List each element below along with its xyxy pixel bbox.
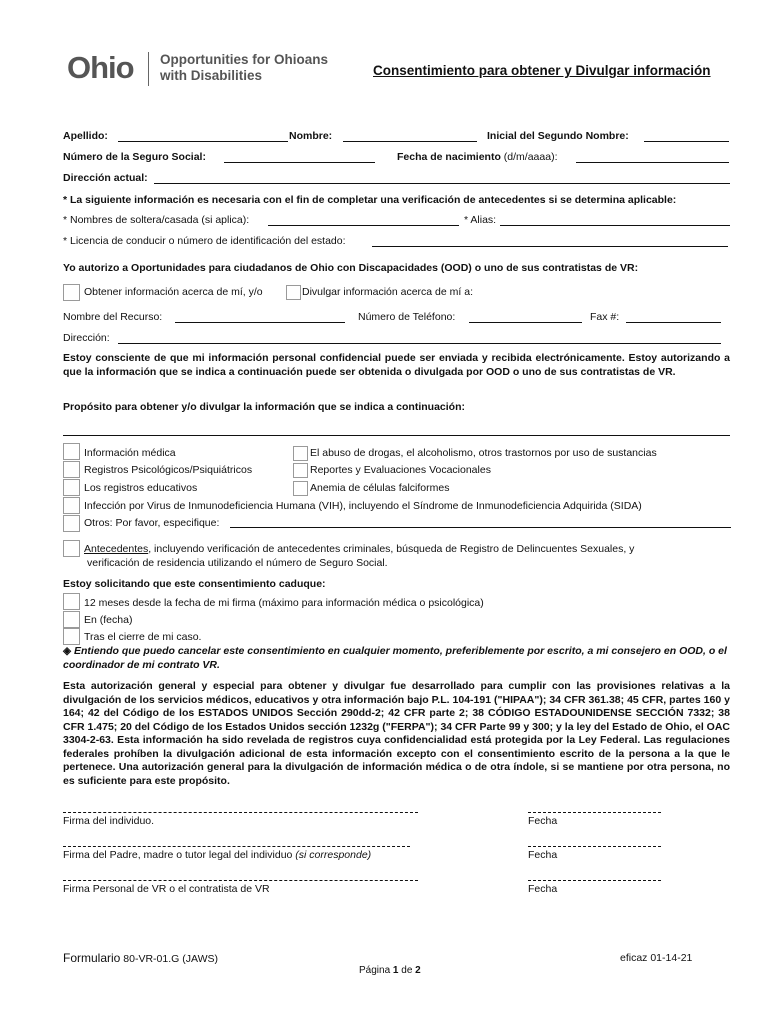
confidential-notice: Estoy consciente de que mi información personal confidencial puede ser enviada y recibida electrónicamente. Estoy autorizando a que la información que se indica a continuación puede ser obtenida o divulgada por OOD o uno de sus contratistas de VR. (63, 352, 730, 378)
label-inicial: Inicial del Segundo Nombre: (487, 130, 629, 142)
medica-label: Información médica (84, 447, 176, 459)
expire-12-meses-checkbox[interactable] (63, 593, 80, 610)
label-alias: * Alias: (464, 214, 497, 226)
label-recurso: Nombre del Recurso: (63, 311, 163, 323)
expire-heading: Estoy solicitando que este consentimiento caduque: (63, 578, 326, 590)
label-direccion-actual: Dirección actual: (63, 172, 148, 184)
medica-checkbox[interactable] (63, 443, 80, 460)
fecha-1-line[interactable] (528, 812, 661, 813)
fecha-1-label: Fecha (528, 815, 558, 827)
firma-tutor-label (63, 849, 371, 861)
antecedentes-checkbox[interactable] (63, 540, 80, 557)
expire-fecha-checkbox[interactable] (63, 611, 80, 628)
alias-field[interactable] (500, 225, 730, 226)
page-word: Página (359, 965, 391, 976)
fecha-3-line[interactable] (528, 880, 661, 881)
expire-12-meses-label: 12 meses desde la fecha de mi firma (máximo para información médica o psicológica) (84, 597, 484, 609)
apellido-field[interactable] (118, 141, 288, 142)
educ-checkbox[interactable] (63, 479, 80, 496)
cancel-note (63, 645, 730, 672)
label-telefono: Número de Teléfono: (358, 311, 456, 323)
antecedentes-rest: , incluyendo verificación de antecedentes criminales, búsqueda de Registro de Delincuentes Sexuales, y (148, 543, 635, 555)
diamond-bullet-icon: ◈ (63, 645, 72, 657)
page-number (359, 965, 421, 976)
firma-tutor-text: Firma del Padre, madre o tutor legal del individuo (63, 849, 293, 861)
vih-label: Infección por Virus de Inmunodeficiencia Humana (VIH), incluyendo el Síndrome de Inmunodeficiencia Adquirida (SIDA) (84, 500, 642, 512)
label-nombre: Nombre: (289, 130, 333, 142)
fecha-3-label: Fecha (528, 883, 558, 895)
page-total: 2 (415, 965, 421, 976)
psico-label: Registros Psicológicos/Psiquiátricos (84, 464, 253, 476)
page-of: de (401, 965, 413, 976)
background-check-note: * La siguiente información es necesaria con el fin de completar una verificación de antecedentes si se determina aplicable: (63, 194, 677, 206)
fecha-nacimiento-field[interactable] (576, 162, 729, 163)
nombres-soltera-field[interactable] (268, 225, 459, 226)
page-title: Consentimiento para obtener y Divulgar información (373, 63, 711, 78)
nombre-field[interactable] (343, 141, 477, 142)
purpose-label: Propósito para obtener y/o divulgar la información que se indica a continuación: (63, 401, 465, 413)
firma-individuo-line[interactable] (63, 812, 418, 813)
obtener-label: Obtener información acerca de mí, y/o (84, 286, 263, 298)
reportes-checkbox[interactable] (293, 463, 308, 478)
label-nombres-soltera: * Nombres de soltera/casada (si aplica): (63, 214, 250, 226)
antecedentes-label (84, 543, 634, 555)
page-current: 1 (392, 965, 399, 976)
firma-vr-label: Firma Personal de VR o el contratista de VR (63, 883, 270, 895)
expire-cierre-checkbox[interactable] (63, 628, 80, 645)
drogas-checkbox[interactable] (293, 446, 308, 461)
label-licencia: * Licencia de conducir o número de identificación del estado: (63, 235, 346, 247)
ohio-logo (67, 50, 134, 86)
divulgar-checkbox[interactable] (286, 285, 301, 300)
fecha-2-line[interactable] (528, 846, 661, 847)
otros-field[interactable] (230, 527, 731, 528)
form-code: 80-VR-01.G (JAWS) (123, 953, 218, 965)
cancel-note-text: Entiendo que puedo cancelar este consentimiento en cualquier momento, preferiblemente por escrito, a mi consejero en OOD, o el coordinador de mi contrato VR. (63, 645, 727, 671)
legal-text: Esta autorización general y especial para obtener y divulgar fue desarrollado para cumplir con las provisiones relativas a la divulgación de los servicios médicos, educativos y otra información bajo P.L. 104-191 ("HIPAA"); 34 CFR 361.38; 45 CFR, partes 160 y 164; 42 del Código de los ESTADOS UNIDOS Sección 290dd-2; 42 CFR parte 2; 38 CÓDIGO ESTADOUNIDENSE SECCIÓN 7332; 38 CFR 1.475; 20 del Código de los Estados Unidos sección 1232g ("FERPA"); 34 CFR Parte 99 y 300; y la ley del Estado de Ohio, el OAC 3304-2-63. Esta información ha sido revelada de registros cuya confidencialidad está protegida por la Ley Federal. Las regulaciones federales prohíben la divulgación adicional de esta información excepto con el consentimiento escrito de la persona a la que le pertenece. Una autorización general para la divulgación de información médica o de otra índole, si se mantiene por otra persona, no es suficiente para este propósito. (63, 680, 730, 787)
authorize-heading: Yo autorizo a Oportunidades para ciudadanos de Ohio con Discapacidades (OOD) o uno de sus contratistas de VR: (63, 262, 639, 274)
label-apellido: Apellido: (63, 130, 108, 142)
label-fax: Fax #: (590, 311, 620, 323)
effective-date: eficaz 01-14-21 (620, 952, 693, 964)
otros-checkbox[interactable] (63, 515, 80, 532)
firma-vr-line[interactable] (63, 880, 418, 881)
label-fecha-nacimiento (397, 151, 558, 163)
logo-wordmark: Ohio (67, 50, 134, 85)
logo-line-2: with Disabilities (160, 68, 263, 83)
antecedentes-word: Antecedentes (84, 543, 149, 555)
fecha-2-label: Fecha (528, 849, 558, 861)
fecha-nac-format: (d/m/aaaa): (503, 151, 558, 163)
fax-field[interactable] (626, 322, 721, 323)
logo-divider (148, 52, 149, 86)
fecha-nac-text: Fecha de nacimiento (397, 151, 501, 163)
form-number (63, 951, 218, 965)
educ-label: Los registros educativos (84, 482, 198, 494)
direccion-actual-field[interactable] (154, 183, 730, 184)
licencia-field[interactable] (372, 246, 728, 247)
divulgar-label: Divulgar información acerca de mí a: (302, 286, 473, 298)
purpose-field[interactable] (63, 435, 730, 436)
drogas-label: El abuso de drogas, el alcoholismo, otros trastornos por uso de sustancias (310, 447, 657, 459)
ssn-field[interactable] (224, 162, 375, 163)
recurso-field[interactable] (175, 322, 345, 323)
anemia-checkbox[interactable] (293, 481, 308, 496)
form-word: Formulario (63, 951, 121, 965)
reportes-label: Reportes y Evaluaciones Vocacionales (310, 464, 491, 476)
logo-line-1: Opportunities for Ohioans (160, 52, 328, 67)
firma-individuo-label: Firma del individuo. (63, 815, 155, 827)
logo-agency-name (160, 52, 328, 84)
expire-fecha-label: En (fecha) (84, 614, 133, 626)
firma-tutor-italic: (si corresponde) (295, 849, 372, 861)
antecedentes-line2: verificación de residencia utilizando el número de Seguro Social. (87, 557, 388, 569)
direccion-field[interactable] (118, 343, 721, 344)
label-ssn: Número de la Seguro Social: (63, 151, 206, 163)
expire-cierre-label: Tras el cierre de mi caso. (84, 631, 202, 643)
telefono-field[interactable] (469, 322, 582, 323)
otros-label: Otros: Por favor, especifique: (84, 517, 220, 529)
vih-checkbox[interactable] (63, 497, 80, 514)
inicial-field[interactable] (644, 141, 729, 142)
firma-tutor-line[interactable] (63, 846, 410, 847)
anemia-label: Anemia de células falciformes (310, 482, 450, 494)
obtener-checkbox[interactable] (63, 284, 80, 301)
psico-checkbox[interactable] (63, 461, 80, 478)
label-direccion: Dirección: (63, 332, 110, 344)
